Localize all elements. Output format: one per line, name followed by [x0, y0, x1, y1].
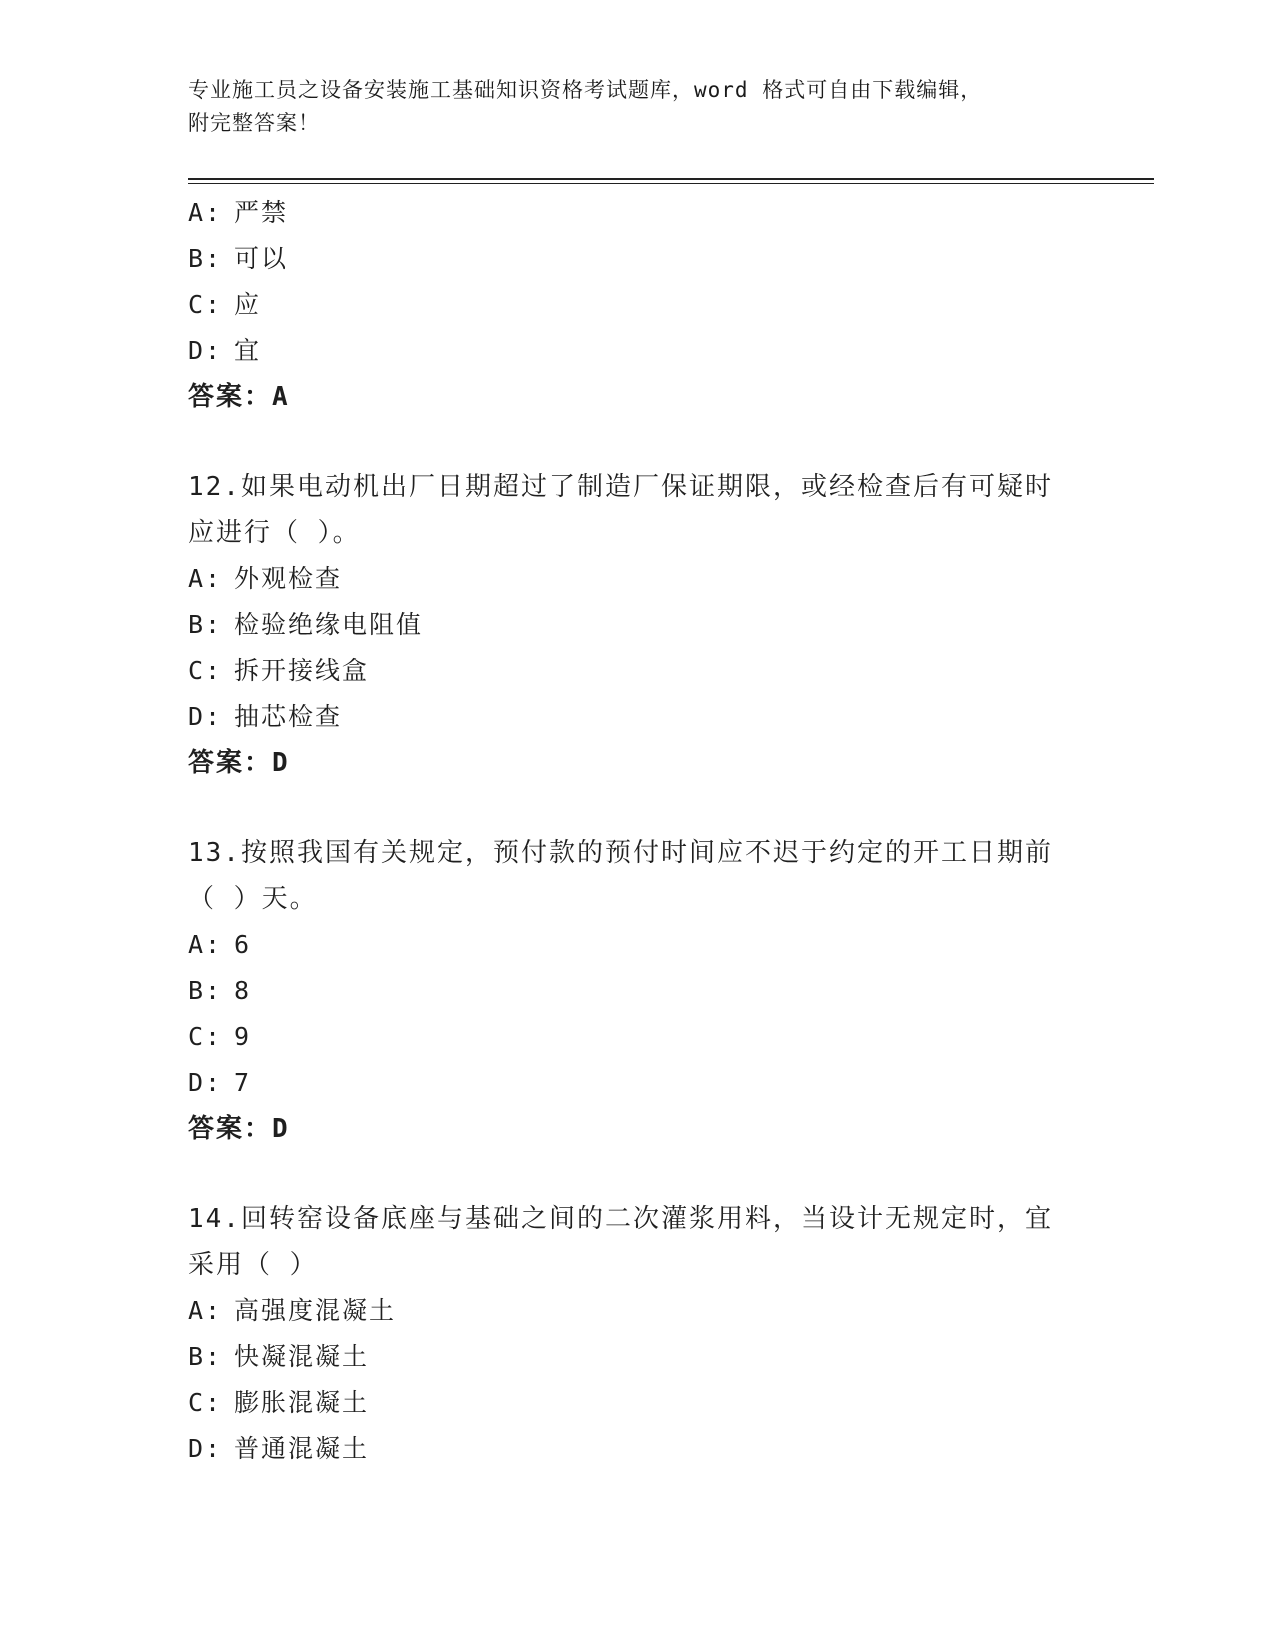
question-13	[188, 830, 1108, 1152]
option-b: B: 可以	[188, 244, 289, 273]
question-content	[188, 190, 1108, 1472]
question-stem: 14.回转窑设备底座与基础之间的二次灌浆用料，当设计无规定时，宜 采用（ ）	[188, 1204, 1053, 1280]
header-rule-thick	[188, 178, 1154, 180]
option-c: C: 拆开接线盒	[188, 656, 370, 685]
header-rule-thin	[188, 183, 1154, 184]
option-a: A: 外观检查	[188, 564, 343, 593]
header-line-2: 附完整答案！	[188, 111, 320, 135]
option-b: B: 快凝混凝土	[188, 1342, 370, 1371]
question-stem: 12.如果电动机出厂日期超过了制造厂保证期限，或经检查后有可疑时 应进行（ ）。	[188, 472, 1053, 548]
option-b: B: 8	[188, 976, 252, 1005]
document-header	[188, 74, 1068, 140]
option-a: A: 高强度混凝土	[188, 1296, 397, 1325]
prev-question	[188, 190, 1108, 420]
question-stem: 13.按照我国有关规定，预付款的预付时间应不迟于约定的开工日期前 （ ）天。	[188, 838, 1053, 914]
option-d: D: 7	[188, 1068, 252, 1097]
option-b: B: 检验绝缘电阻值	[188, 610, 424, 639]
option-c: C: 应	[188, 290, 262, 319]
option-a: A: 6	[188, 930, 252, 959]
option-c: C: 膨胀混凝土	[188, 1388, 370, 1417]
answer-line: 答案：D	[188, 1114, 290, 1144]
header-line-1: 专业施工员之设备安装施工基础知识资格考试题库，word 格式可自由下载编辑，	[188, 78, 983, 102]
option-c: C: 9	[188, 1022, 252, 1051]
option-a: A: 严禁	[188, 198, 289, 227]
question-12	[188, 464, 1108, 786]
answer-line: 答案：A	[188, 382, 290, 412]
answer-line: 答案：D	[188, 748, 290, 778]
question-14	[188, 1196, 1108, 1472]
option-d: D: 抽芯检查	[188, 702, 343, 731]
option-d: D: 普通混凝土	[188, 1434, 370, 1463]
option-d: D: 宜	[188, 336, 262, 365]
